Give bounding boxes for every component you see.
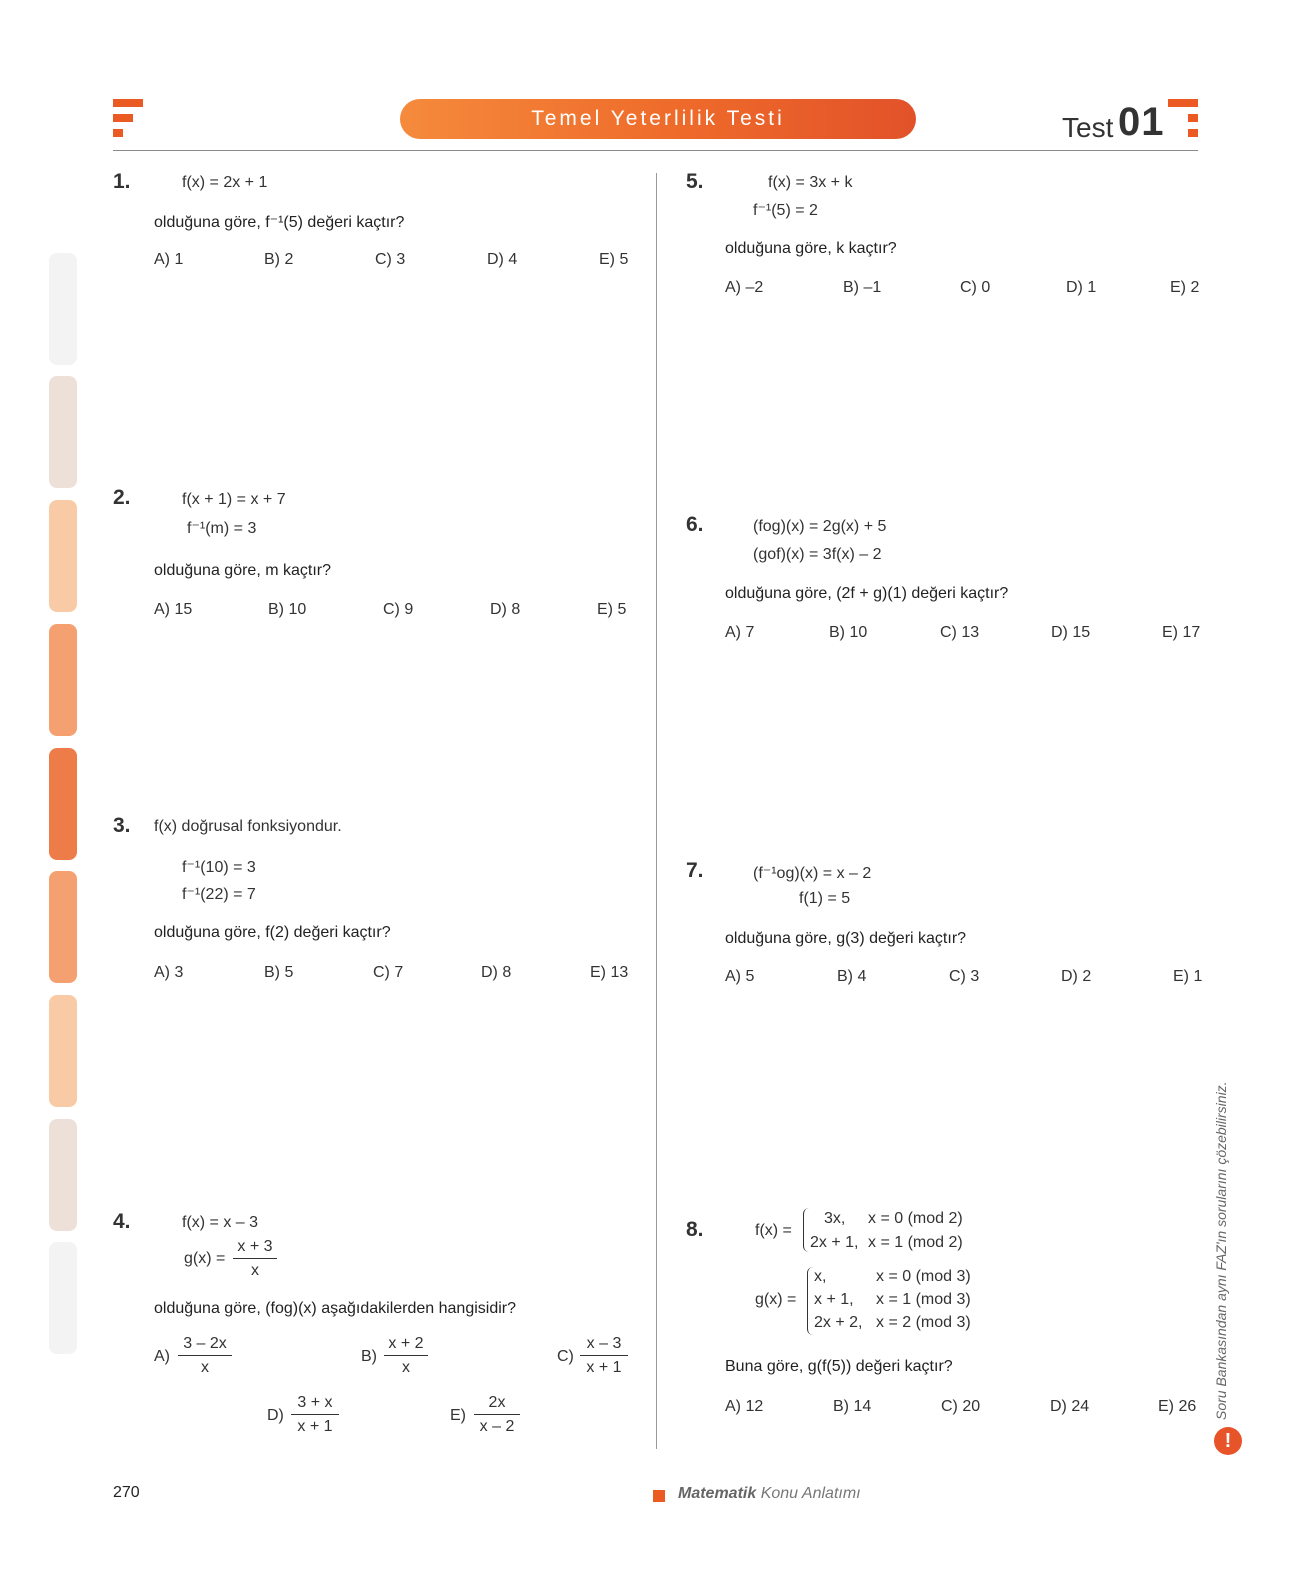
question-number: 8. (686, 1218, 704, 1241)
option-a-label[interactable]: A) (154, 1348, 170, 1365)
side-tab (49, 748, 77, 860)
book-title-bold: Matematik (678, 1485, 757, 1502)
option-e[interactable]: E) 26 (1158, 1398, 1197, 1415)
option-e[interactable]: E) 2 (1170, 279, 1200, 296)
test-number: 01 (1118, 100, 1165, 144)
option-a[interactable]: A) 1 (154, 251, 184, 268)
sidebar-note: Soru Bankasından aynı FAZ'ın sorularını çözebilirsiniz. (1213, 1081, 1229, 1420)
option-d-fraction[interactable] (291, 1394, 339, 1436)
question-number: 6. (686, 513, 704, 536)
question-number: 5. (686, 170, 704, 193)
fraction-numerator: 3 – 2x (178, 1335, 232, 1356)
option-c[interactable]: C) 3 (375, 251, 406, 268)
piecewise-f-label: f(x) = (755, 1222, 792, 1239)
question-prompt: olduğuna göre, m kaçtır? (154, 562, 331, 579)
logo-bar-mid (113, 114, 133, 122)
fraction-denominator: x (251, 1262, 259, 1279)
fraction-denominator: x (201, 1359, 209, 1376)
equation: (f⁻¹og)(x) = x – 2 (753, 865, 872, 882)
question-prompt: Buna göre, g(f(5)) değeri kaçtır? (725, 1358, 953, 1375)
equation: f⁻¹(5) = 2 (753, 202, 818, 219)
piecewise-expr: 3x, (824, 1210, 846, 1227)
option-d[interactable]: D) 4 (487, 251, 518, 268)
option-b[interactable]: B) –1 (843, 279, 882, 296)
option-c[interactable]: C) 13 (940, 624, 980, 641)
option-d[interactable]: D) 1 (1066, 279, 1097, 296)
piecewise-cond: x = 1 (mod 2) (868, 1234, 963, 1251)
option-e-label[interactable]: E) (450, 1407, 466, 1424)
question-number: 2. (113, 486, 131, 509)
equation: f(x) = 3x + k (768, 174, 853, 191)
piecewise-cond: x = 0 (mod 3) (876, 1268, 971, 1285)
option-d[interactable]: D) 15 (1051, 624, 1091, 641)
piecewise-brace (803, 1208, 810, 1252)
option-c[interactable]: C) 3 (949, 968, 980, 985)
option-b[interactable]: B) 10 (829, 624, 868, 641)
logo-bar-top (113, 99, 143, 107)
question-number: 7. (686, 859, 704, 882)
book-title-rest: Konu Anlatımı (760, 1485, 861, 1502)
test-title-banner (400, 99, 916, 139)
piecewise-brace (807, 1267, 814, 1335)
question-prompt: olduğuna göre, k kaçtır? (725, 240, 897, 257)
side-tab (49, 624, 77, 736)
exclamation-icon: ! (1214, 1427, 1242, 1455)
option-a[interactable]: A) –2 (725, 279, 764, 296)
fraction-numerator: 3 + x (291, 1394, 339, 1415)
fraction-denominator: x (402, 1359, 410, 1376)
fraction-numerator: x + 2 (384, 1335, 428, 1356)
option-a[interactable]: A) 7 (725, 624, 755, 641)
option-c[interactable]: C) 0 (960, 279, 991, 296)
option-c-label[interactable]: C) (557, 1348, 574, 1365)
footer-square-icon (653, 1490, 665, 1502)
equation: f(1) = 5 (799, 890, 851, 907)
piecewise-cond: x = 2 (mod 3) (876, 1314, 971, 1331)
question-number: 1. (113, 170, 131, 193)
option-a[interactable]: A) 5 (725, 968, 755, 985)
test-label: Test (1062, 112, 1114, 143)
equation: f(x + 1) = x + 7 (182, 491, 286, 508)
header-divider (113, 150, 1198, 151)
option-b[interactable]: B) 5 (264, 964, 294, 981)
question-intro: f(x) doğrusal fonksiyondur. (154, 818, 342, 835)
option-b[interactable]: B) 4 (837, 968, 867, 985)
option-b-label[interactable]: B) (361, 1348, 377, 1365)
option-c-fraction[interactable] (580, 1335, 628, 1377)
side-tab (49, 995, 77, 1107)
option-d[interactable]: D) 8 (490, 601, 521, 618)
question-prompt: olduğuna göre, (fog)(x) aşağıdakilerden hangisidir? (154, 1300, 516, 1317)
piecewise-cond: x = 0 (mod 2) (868, 1210, 963, 1227)
side-tab (49, 500, 77, 612)
option-a[interactable]: A) 12 (725, 1398, 764, 1415)
option-e[interactable]: E) 17 (1162, 624, 1201, 641)
fraction-denominator: x + 1 (297, 1418, 333, 1435)
logo-bar-right-top (1168, 99, 1198, 107)
option-e[interactable]: E) 5 (599, 251, 629, 268)
piecewise-expr: x, (814, 1268, 827, 1285)
fraction-numerator: 2x (474, 1394, 520, 1415)
option-d[interactable]: D) 8 (481, 964, 512, 981)
option-c[interactable]: C) 20 (941, 1398, 981, 1415)
option-b-fraction[interactable] (384, 1335, 428, 1377)
fraction (233, 1238, 277, 1280)
piecewise-cond: x = 1 (mod 3) (876, 1291, 971, 1308)
equation: f⁻¹(m) = 3 (187, 520, 257, 537)
fraction-denominator: x – 2 (479, 1418, 515, 1435)
equation: (fog)(x) = 2g(x) + 5 (753, 518, 887, 535)
question-prompt: olduğuna göre, f⁻¹(5) değeri kaçtır? (154, 214, 405, 231)
logo-bar-right-bottom (1188, 129, 1198, 137)
equation: f⁻¹(10) = 3 (182, 859, 256, 876)
option-c[interactable]: C) 9 (383, 601, 414, 618)
side-tab (49, 253, 77, 365)
option-e[interactable]: E) 1 (1173, 968, 1203, 985)
side-tab (49, 1119, 77, 1231)
option-e[interactable]: E) 13 (590, 964, 629, 981)
option-d[interactable]: D) 2 (1061, 968, 1092, 985)
fraction-numerator: x + 3 (233, 1238, 277, 1259)
fraction-numerator: x – 3 (580, 1335, 628, 1356)
book-title (678, 1485, 861, 1503)
equation: f⁻¹(22) = 7 (182, 886, 256, 903)
piecewise-expr: x + 1, (814, 1291, 854, 1308)
side-tab (49, 376, 77, 488)
piecewise-expr: 2x + 1, (810, 1234, 859, 1251)
question-prompt: olduğuna göre, (2f + g)(1) değeri kaçtır? (725, 585, 1009, 602)
equation: f(x) = x – 3 (182, 1214, 259, 1231)
option-b[interactable]: B) 2 (264, 251, 294, 268)
option-c[interactable]: C) 7 (373, 964, 404, 981)
option-d-label[interactable]: D) (267, 1407, 284, 1424)
option-d[interactable]: D) 24 (1050, 1398, 1090, 1415)
question-prompt: olduğuna göre, g(3) değeri kaçtır? (725, 930, 967, 947)
option-a[interactable]: A) 15 (154, 601, 193, 618)
fraction-denominator: x + 1 (586, 1359, 622, 1376)
side-tab (49, 871, 77, 983)
option-a-fraction[interactable] (178, 1335, 232, 1377)
equation: f(x) = 2x + 1 (182, 174, 268, 191)
option-b[interactable]: B) 14 (833, 1398, 872, 1415)
question-number: 4. (113, 1210, 131, 1233)
option-e[interactable]: E) 5 (597, 601, 627, 618)
option-b[interactable]: B) 10 (268, 601, 307, 618)
question-number: 3. (113, 814, 131, 837)
page-number: 270 (113, 1484, 140, 1501)
logo-bar-bottom (113, 129, 123, 137)
test-title: Temel Yeterlilik Testi (531, 107, 785, 130)
equation: (gof)(x) = 3f(x) – 2 (753, 546, 882, 563)
column-divider (656, 173, 657, 1449)
side-tab (49, 1242, 77, 1354)
question-prompt: olduğuna göre, f(2) değeri kaçtır? (154, 924, 391, 941)
option-a[interactable]: A) 3 (154, 964, 184, 981)
logo-bar-right-mid (1188, 114, 1198, 122)
piecewise-g-label: g(x) = (755, 1291, 797, 1308)
equation-label: g(x) = (184, 1250, 226, 1267)
piecewise-expr: 2x + 2, (814, 1314, 863, 1331)
option-e-fraction[interactable] (474, 1394, 520, 1436)
